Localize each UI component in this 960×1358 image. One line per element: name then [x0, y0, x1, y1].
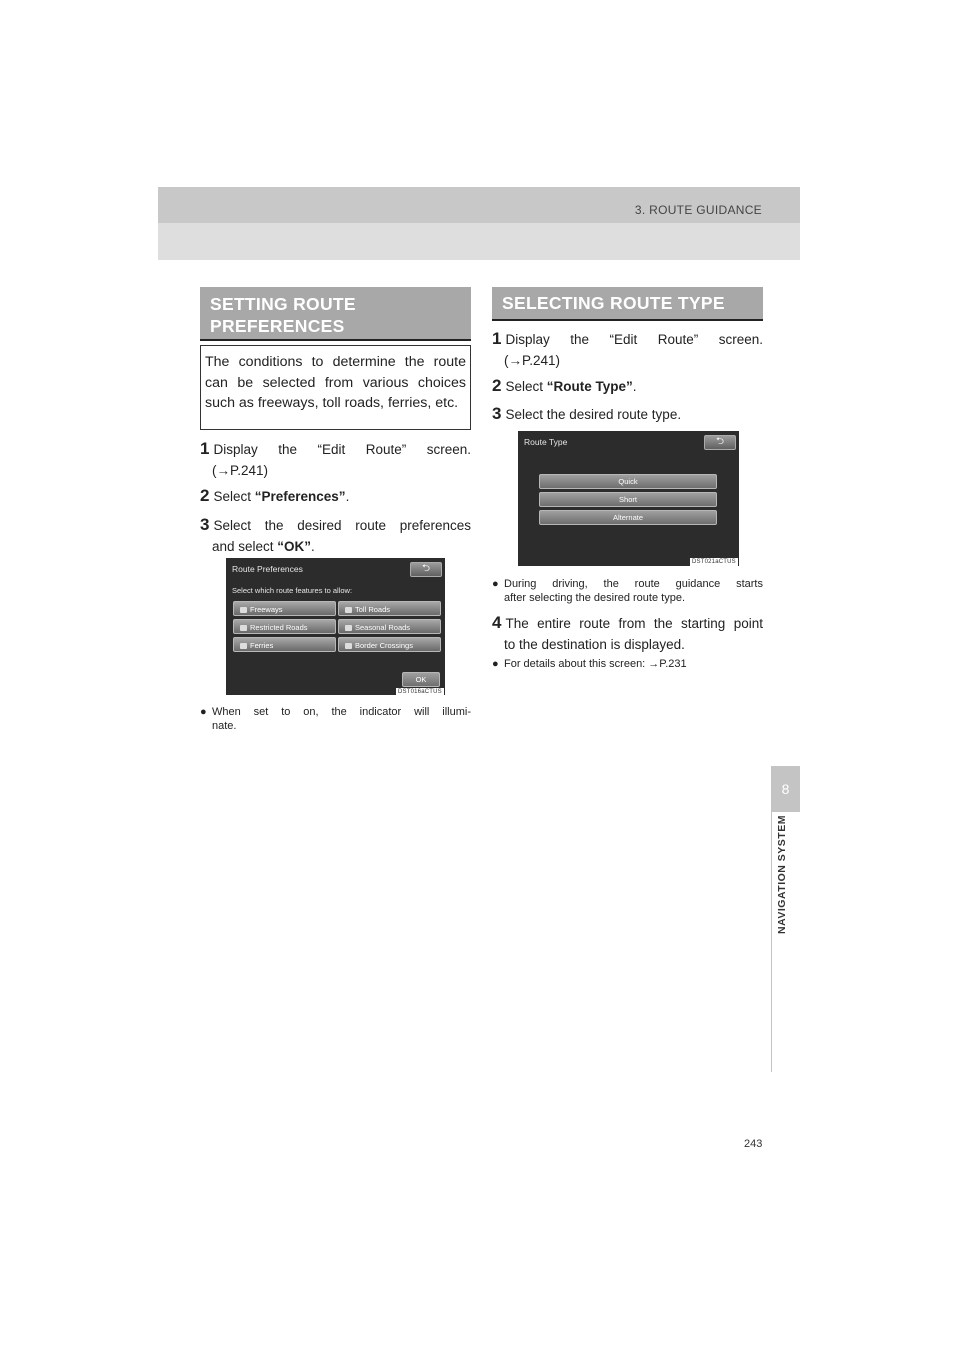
step-text-2: and select — [212, 539, 278, 554]
chapter-number: 8 — [781, 781, 790, 797]
button-label: Border Crossings — [355, 641, 413, 650]
section-heading-preferences: SETTING ROUTE PREFERENCES — [200, 287, 471, 339]
step-punct: . — [632, 379, 637, 394]
quick-button[interactable]: Quick — [539, 474, 717, 489]
step-text-2: to the destination is displayed. — [504, 637, 685, 652]
chapter-label: NAVIGATION SYSTEM — [776, 815, 788, 934]
note-text: During driving, the route guidance starts — [504, 578, 763, 590]
note-text: When set to on, the indicator will illumi- — [212, 706, 471, 718]
step-text: Select the desired route type. — [505, 407, 682, 422]
image-code: DST016aCTUS — [398, 689, 442, 695]
header-subband — [158, 223, 800, 260]
intro-box: The conditions to determine the route can be selected from various choices such as freeways, toll roads, ferries, etc. — [200, 345, 471, 430]
step-number: 1 — [200, 439, 210, 458]
step-punct: . — [345, 489, 350, 504]
step-punct: . — [311, 539, 315, 554]
button-label: Toll Roads — [355, 605, 391, 614]
page-number: 243 — [744, 1138, 763, 1150]
screen-title: Route Preferences — [232, 564, 303, 574]
step-text: Select the desired route preferences — [213, 518, 471, 533]
step-number: 2 — [492, 376, 502, 395]
ok-button[interactable]: OK — [402, 672, 440, 687]
left-note — [200, 705, 471, 733]
image-code: DST021aCTUS — [692, 559, 736, 565]
short-button[interactable]: Short — [539, 492, 717, 507]
toll-roads-button[interactable] — [338, 601, 441, 616]
restricted-roads-button[interactable] — [233, 619, 336, 634]
button-label: Freeways — [250, 605, 283, 614]
seasonal-roads-button[interactable] — [338, 619, 441, 634]
right-note-2 — [492, 657, 763, 671]
step-number: 3 — [492, 404, 502, 423]
step-term: “OK” — [277, 539, 312, 554]
alternate-button[interactable]: Alternate — [539, 510, 717, 525]
left-step-1 — [200, 438, 471, 481]
step-term: “Preferences” — [254, 489, 346, 504]
seasonal-road-icon — [345, 625, 352, 631]
section-rule — [200, 339, 471, 341]
ferry-icon — [240, 643, 247, 649]
bullet-icon: ● — [492, 658, 499, 670]
border-crossing-icon — [345, 643, 352, 649]
chapter-title: 3. ROUTE GUIDANCE — [634, 203, 762, 217]
step-term: “Route Type” — [546, 379, 633, 394]
bullet-icon: ● — [492, 578, 499, 590]
ferries-button[interactable] — [233, 637, 336, 652]
back-icon[interactable]: ⮌ — [410, 562, 442, 577]
button-label: Restricted Roads — [250, 623, 308, 632]
right-step-2 — [492, 375, 763, 397]
freeways-button[interactable] — [233, 601, 336, 616]
section-rule — [492, 319, 763, 321]
freeway-icon — [240, 607, 247, 613]
step-number: 1 — [492, 329, 502, 348]
note-text-2: nate. — [212, 720, 237, 732]
side-label-container — [776, 815, 796, 1065]
step-ref: (→P.241) — [504, 353, 561, 368]
step-text: Display the “Edit Route” screen. — [505, 332, 763, 347]
right-step-4 — [492, 612, 763, 655]
step-ref: (→P.241) — [212, 463, 269, 478]
step-number: 3 — [200, 515, 210, 534]
screenshot-route-preferences — [226, 558, 445, 695]
right-note-1 — [492, 577, 763, 605]
step-text: Select — [213, 489, 255, 504]
bullet-icon: ● — [200, 706, 207, 718]
toll-icon — [345, 607, 352, 613]
screenshot-route-type — [518, 431, 739, 566]
step-text: The entire route from the starting point — [505, 616, 763, 631]
step-number: 4 — [492, 613, 502, 632]
border-crossings-button[interactable] — [338, 637, 441, 652]
button-label: Seasonal Roads — [355, 623, 411, 632]
restricted-road-icon — [240, 625, 247, 631]
screen-subtitle: Select which route features to allow: — [232, 586, 353, 595]
right-step-3 — [492, 403, 763, 425]
note-text: For details about this screen: →P.231 — [504, 658, 687, 670]
back-icon[interactable]: ⮌ — [704, 435, 736, 450]
step-text: Select — [505, 379, 547, 394]
step-text: Display the “Edit Route” screen. — [213, 442, 471, 457]
section-heading-route-type: SELECTING ROUTE TYPE — [492, 287, 763, 319]
button-label: Ferries — [250, 641, 274, 650]
side-divider — [771, 812, 772, 1072]
step-number: 2 — [200, 486, 210, 505]
left-step-3 — [200, 514, 471, 557]
right-step-1 — [492, 328, 763, 371]
note-text-2: after selecting the desired route type. — [504, 592, 685, 604]
left-step-2 — [200, 485, 471, 507]
screen-title: Route Type — [524, 437, 568, 447]
